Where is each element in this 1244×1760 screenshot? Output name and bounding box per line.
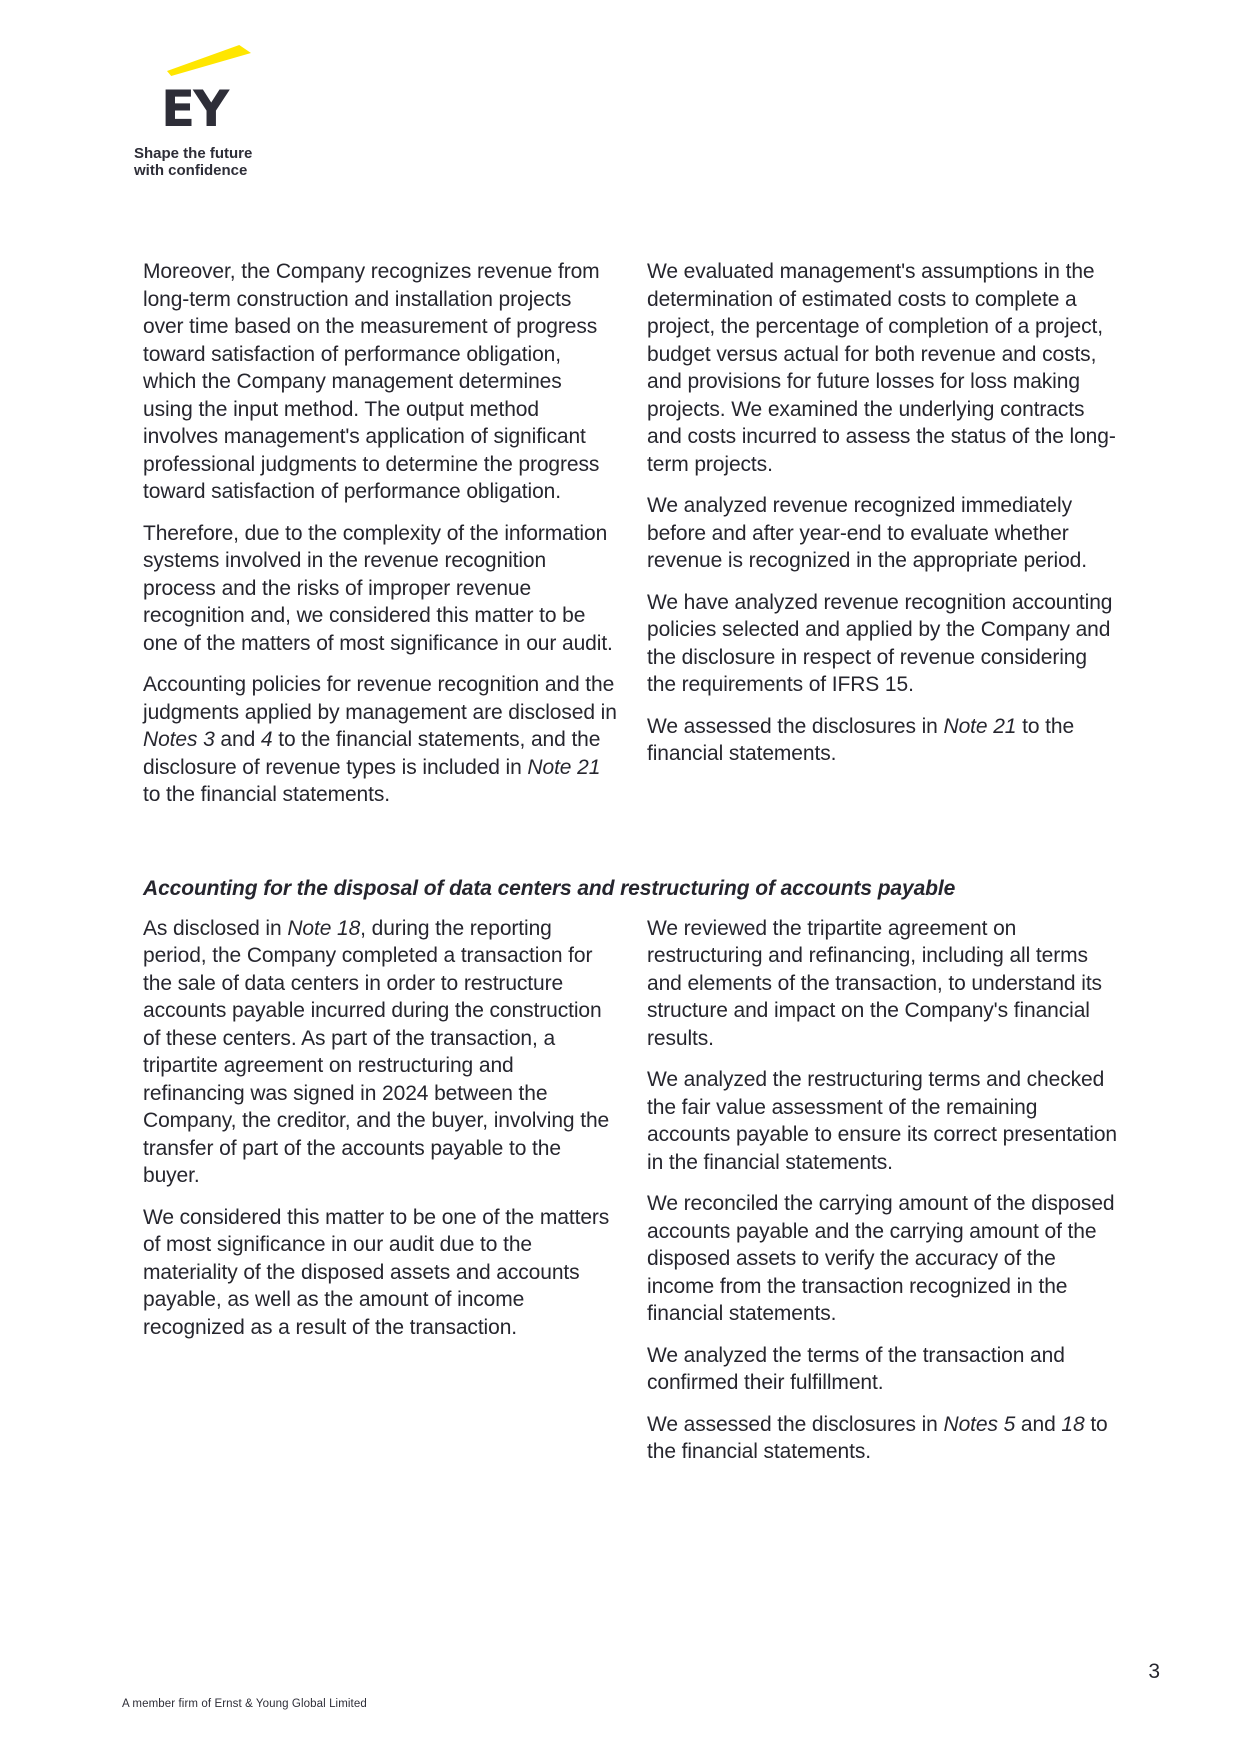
ey-tagline: [134, 145, 314, 179]
paragraph: [647, 1190, 1121, 1328]
text-run: We reviewed the tripartite agreement on restructuring and refinancing, including all terms and elements of the transaction, to understand its structure and impact on the Company's financial results.: [647, 916, 1102, 1050]
paragraph: [647, 1342, 1121, 1397]
text-run: We considered this matter to be one of the matters of most significance in our audit due to the materiality of the disposed assets and accounts payable, as well as the amount of income recognized as a result of the transaction.: [143, 1205, 610, 1339]
text-run: and: [1015, 1412, 1062, 1436]
note-reference: Notes 5: [943, 1412, 1016, 1436]
ey-logo: [134, 45, 314, 179]
text-run: We analyzed revenue recognized immediately before and after year-end to evaluate whether revenue is recognized in the appropriate period.: [647, 494, 1087, 572]
kam-2-description-column: [143, 915, 617, 1480]
kam-1-description-column: [143, 258, 617, 823]
text-run: We analyzed the terms of the transaction and confirmed their fulfillment.: [647, 1343, 1065, 1394]
report-body: [143, 258, 1121, 1480]
text-run: We evaluated management's assumptions in the determination of estimated costs to complete a project, the percentage of completion of a project, budget versus actual for both revenue and costs, and provisions for future losses for loss making projects. We examined the underlying contracts and costs incurred to assess the status of the long-term projects.: [647, 260, 1116, 476]
ey-tagline-line-2: with confidence: [134, 162, 248, 179]
text-run: We reconciled the carrying amount of the disposed accounts payable and the carrying amount of the disposed assets to verify the accuracy of the income from the transaction recognized in the financial statements.: [647, 1192, 1115, 1325]
paragraph: [143, 1204, 617, 1342]
paragraph: [647, 589, 1121, 699]
kam-1-audit-response-column: [647, 258, 1121, 823]
note-reference: Note 21: [527, 755, 601, 779]
text-run: Accounting policies for revenue recognition and the judgments applied by management are disclosed in: [143, 673, 617, 724]
note-reference: Note 21: [943, 714, 1017, 738]
paragraph: [647, 915, 1121, 1053]
ey-wordmark: EY: [161, 80, 228, 138]
text-run: As disclosed in: [143, 916, 288, 940]
page-number: 3: [1148, 1660, 1160, 1683]
text-run: and: [214, 728, 261, 751]
text-run: We analyzed the restructuring terms and checked the fair value assessment of the remaining accounts payable to ensure its correct presentation in the financial statements.: [647, 1068, 1118, 1174]
paragraph: [647, 1411, 1121, 1466]
paragraph: [647, 713, 1121, 768]
key-audit-matter-2: [143, 915, 1121, 1480]
paragraph: [647, 492, 1121, 575]
paragraph: [143, 671, 617, 809]
text-run: Therefore, due to the complexity of the information systems involved in the revenue recognition process and the risks of improper revenue recognition and, we considered this matter to be one of the matters of most significance in our audit.: [143, 521, 613, 655]
text-run: We assessed the disclosures in: [647, 1412, 944, 1436]
text-run: We assessed the disclosures in: [647, 714, 944, 738]
text-run: to the financial statements.: [647, 714, 1075, 765]
kam-2-heading: Accounting for the disposal of data centers and restructuring of accounts payable: [143, 876, 956, 900]
ey-tagline-line-1: Shape the future: [134, 145, 253, 162]
text-run: Moreover, the Company recognizes revenue from long-term construction and installation projects over time based on the measurement of progress toward satisfaction of performance obligation, which the Company management determines using the input method. The output method involves management's application of significant professional judgments to determine the progress toward satisfaction of performance obligation.: [143, 260, 600, 503]
paragraph: [647, 1066, 1121, 1176]
paragraph: [143, 915, 617, 1190]
member-firm-footnote: A member firm of Ernst & Young Global Limited: [122, 1698, 367, 1710]
note-reference: 18: [1061, 1412, 1085, 1436]
text-run: to the financial statements.: [143, 783, 391, 806]
note-reference: Notes 3: [143, 728, 215, 751]
note-reference: Note 18: [287, 916, 361, 940]
paragraph: [647, 258, 1121, 478]
text-run: We have analyzed revenue recognition accounting policies selected and applied by the Company and the disclosure in respect of revenue considering the requirements of IFRS 15.: [647, 590, 1113, 696]
text-run: to the financial statements, and the disclosure of revenue types is included in: [143, 728, 601, 779]
text-run: , during the reporting period, the Company completed a transaction for the sale of data centers in order to restructure accounts payable incurred during the construction of these centers. As part of the transaction, a tripartite agreement on restructuring and refinancing was signed in 2024 between the Company, the creditor, and the buyer, involving the transfer of part of the accounts payable to the buyer.: [143, 916, 610, 1187]
paragraph: [143, 520, 617, 658]
text-run: to the financial statements.: [647, 1412, 1108, 1463]
paragraph: [143, 258, 617, 506]
kam-2-audit-response-column: [647, 915, 1121, 1480]
key-audit-matter-1: [143, 258, 1121, 823]
ey-beam-icon: [167, 45, 251, 76]
note-reference: 4: [260, 728, 273, 751]
